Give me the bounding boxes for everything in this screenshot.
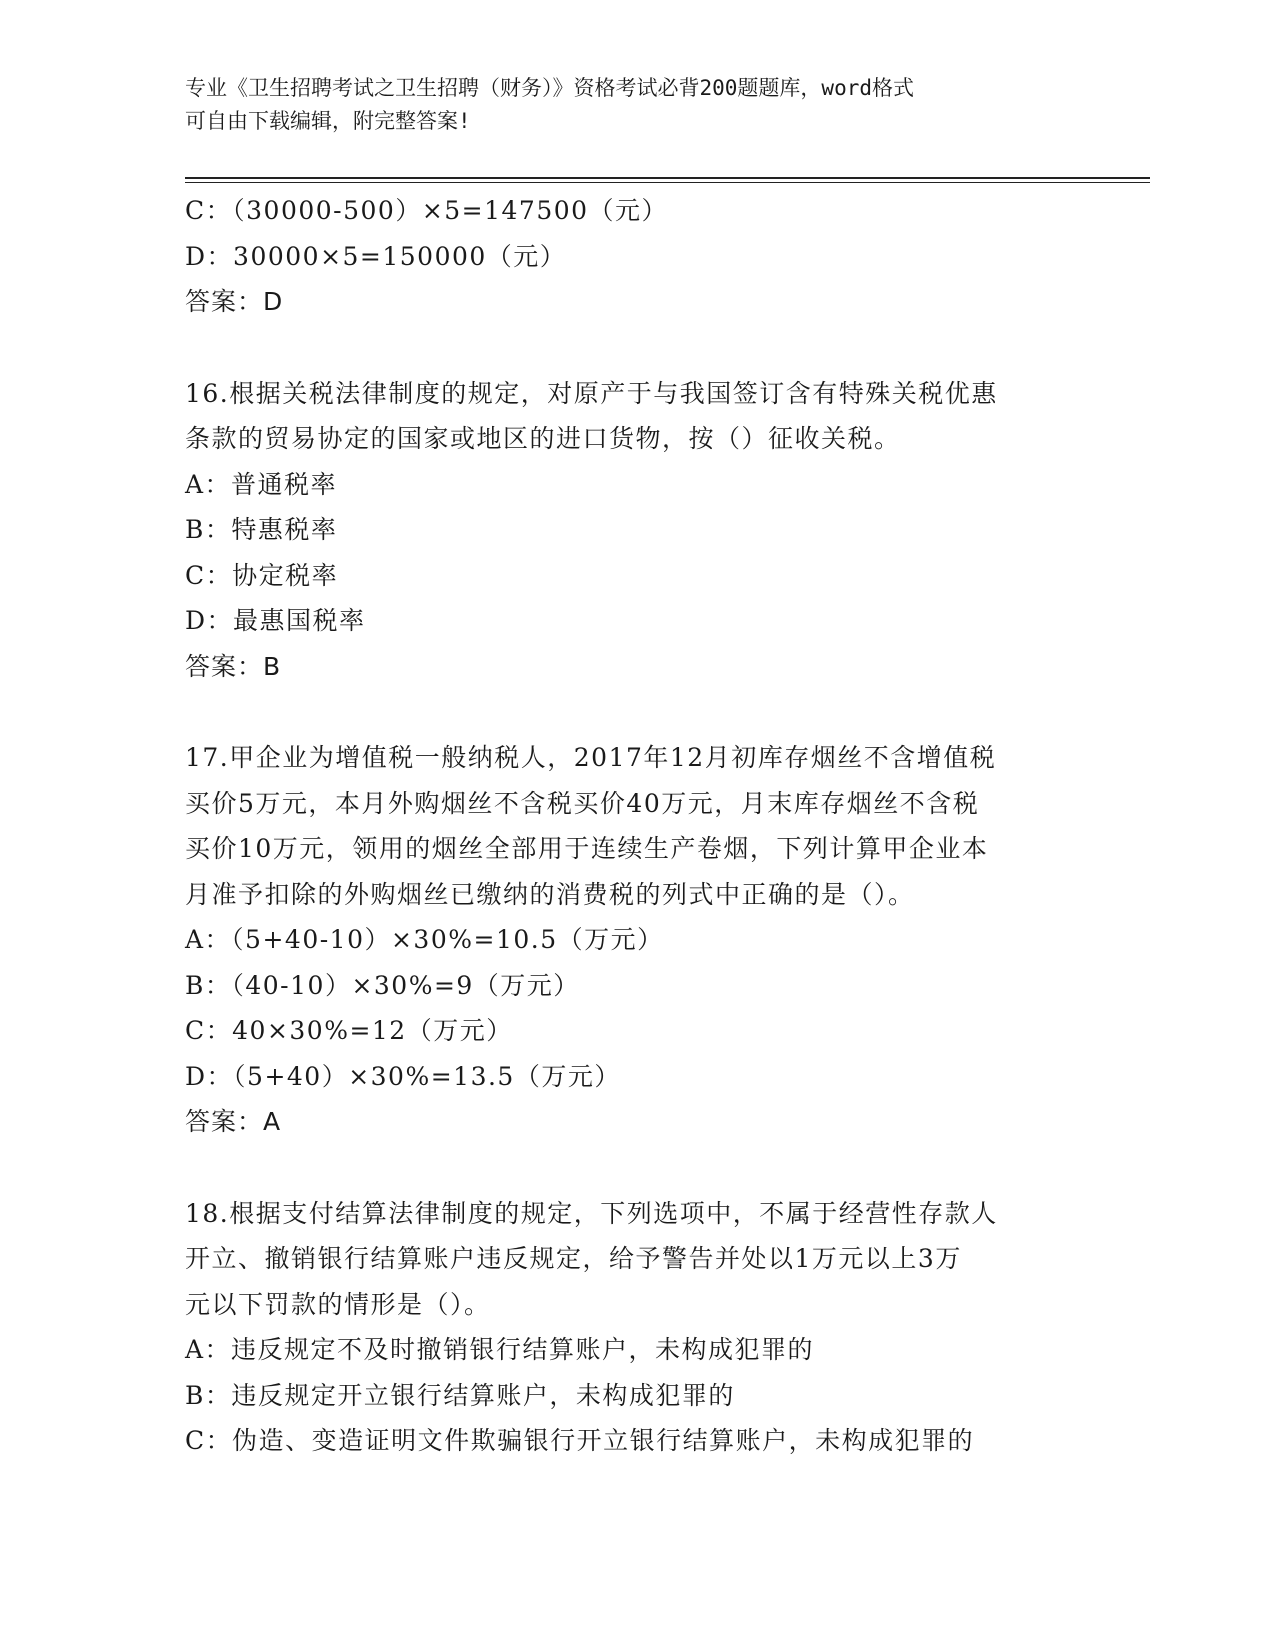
option-d: D：（5+40）×30%=13.5（万元） <box>185 1061 621 1091</box>
page-header <box>185 72 1065 138</box>
question-stem-line: 开立、撤销银行结算账户违反规定，给予警告并处以1万元以上3万 <box>185 1244 962 1273</box>
question-stem-line: 17.甲企业为增值税一般纳税人，2017年12月初库存烟丝不含增值税 <box>185 743 997 772</box>
page-content <box>185 188 1075 1464</box>
question-17 <box>185 735 1075 1145</box>
answer: 答案：A <box>185 1107 282 1136</box>
option-d: D：30000×5=150000（元） <box>185 241 567 271</box>
answer: 答案：D <box>185 287 284 316</box>
question-18 <box>185 1191 1075 1464</box>
header-divider-thin <box>185 182 1150 183</box>
option-a: A：普通税率 <box>185 469 338 499</box>
header-title-line-1: 专业《卫生招聘考试之卫生招聘（财务）》资格考试必背200题题库，word格式 <box>185 76 914 100</box>
option-c: C：40×30%=12（万元） <box>185 1016 513 1045</box>
option-b: B：（40-10）×30%=9（万元） <box>185 970 580 1000</box>
question-stem-line: 买价10万元，领用的烟丝全部用于连续生产卷烟，下列计算甲企业本 <box>185 834 989 863</box>
header-title-line-2: 可自由下载编辑，附完整答案! <box>185 109 471 133</box>
question-stem-line: 条款的贸易协定的国家或地区的进口货物，按（）征收关税。 <box>185 424 901 453</box>
question-stem-line: 月准予扣除的外购烟丝已缴纳的消费税的列式中正确的是（）。 <box>185 879 915 909</box>
option-c: C：（30000-500）×5=147500（元） <box>185 196 669 225</box>
continued-question <box>185 188 1075 325</box>
question-stem-line: 元以下罚款的情形是（）。 <box>185 1289 491 1319</box>
option-b: B：违反规定开立银行结算账户，未构成犯罪的 <box>185 1380 735 1410</box>
question-stem-line: 18.根据支付结算法律制度的规定，下列选项中，不属于经营性存款人 <box>185 1198 998 1228</box>
option-b: B：特惠税率 <box>185 515 338 544</box>
option-a: A：违反规定不及时撤销银行结算账户，未构成犯罪的 <box>185 1335 815 1364</box>
option-d: D：最惠国税率 <box>185 606 366 635</box>
header-divider-thick <box>185 177 1150 179</box>
answer: 答案：B <box>185 651 282 681</box>
option-c: C：协定税率 <box>185 560 339 590</box>
option-c: C：伪造、变造证明文件欺骗银行开立银行结算账户，未构成犯罪的 <box>185 1426 975 1455</box>
question-stem-line: 16.根据关税法律制度的规定，对原产于与我国签订含有特殊关税优惠 <box>185 378 998 408</box>
option-a: A：（5+40-10）×30%=10.5（万元） <box>185 925 664 954</box>
question-stem-line: 买价5万元，本月外购烟丝不含税买价40万元，月末库存烟丝不含税 <box>185 788 980 818</box>
question-16 <box>185 371 1075 690</box>
